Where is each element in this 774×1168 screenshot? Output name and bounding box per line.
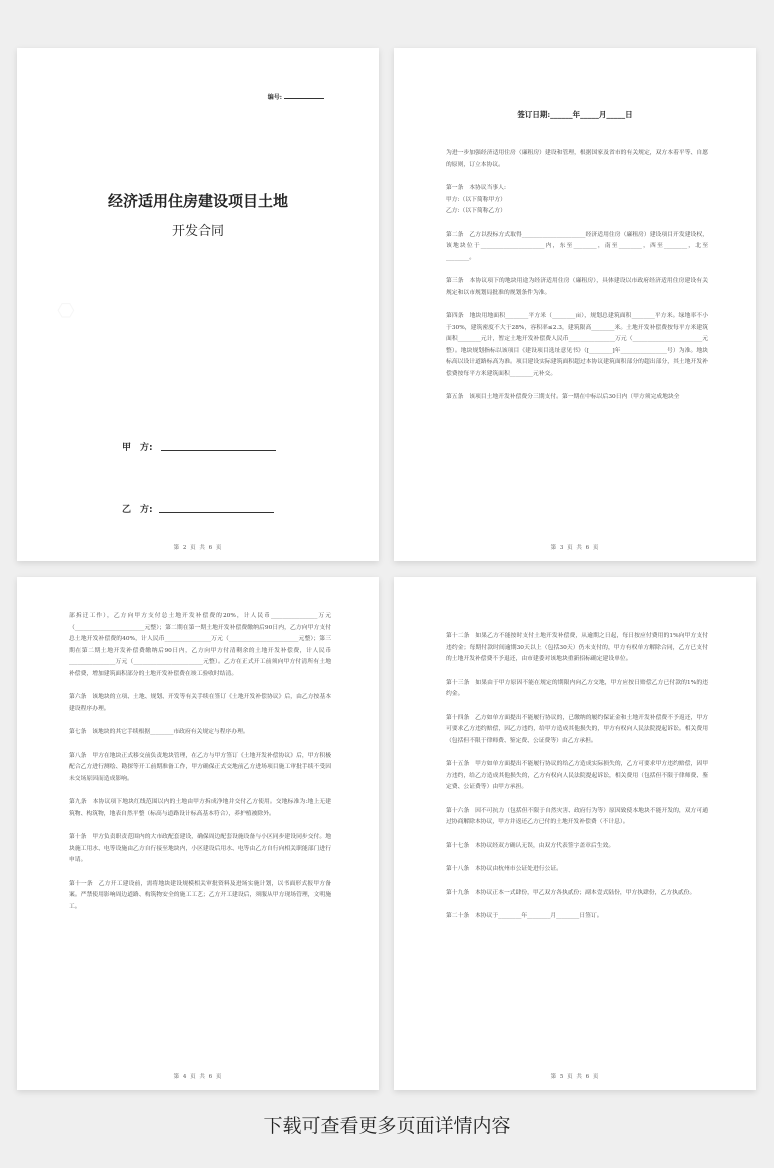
paragraph: 第十八条 本协议由杭州市公证处进行公证。 (446, 866, 562, 872)
paragraph: 第六条 该地块的立项、土地、规划、开发等有关手续在签订《土地开发补偿协议》后，由乙方按基本建设程序办理。 (69, 694, 331, 712)
paragraph: 第二条 乙方以投标方式取得______________________经济适用住房（廉租房）建设项目开发建设权，该地块位于______________________内，东至________，南至________，西至________，北至________。 (446, 231, 708, 261)
contract-number: 编号: (268, 92, 324, 101)
paragraph: 第十七条 本协议经双方确认无误，由双方代表签字盖章后生效。 (446, 842, 615, 849)
paragraph: 第十二条 如果乙方不能按时支付土地开发补偿费，从逾期之日起，每日按应付费用的1%向甲方支付违约金；每期付款时间逾期30天以上（包括30天）仍未支付的，甲方有权单方解除合同，乙方已支付的土地开发补偿费不予退还，由市建委对该地块重新招标确定建设单位。 (446, 633, 708, 662)
page-content (446, 631, 708, 935)
page-footer: 第 5 页 共 6 页 (550, 1074, 600, 1080)
download-caption: 下载可查看更多页面详情内容 (263, 1115, 511, 1137)
page-footer: 第 2 页 共 6 页 (173, 545, 223, 551)
paragraph: 第十一条 乙方开工建设前，需将地块建设规模相关审批资料及进场实施计划，以书面形式报甲方备案。严禁使用影响周边道路、构筑物安全的施工工艺；乙方开工建设后，须服从甲方现场管理，文明施工。 (69, 880, 331, 910)
paragraph: 第五条 该项目土地开发补偿费分三期支付。第一期在中标以后30日内（甲方须完成地块全 (446, 394, 680, 400)
party-a-line: 甲 方: (122, 440, 276, 453)
watermark (52, 295, 79, 325)
document-page-4 (17, 577, 379, 1090)
paragraph: 第三条 本协议项下的地块用途为经济适用住房（廉租房），具体建设以市政府经济适用住房建设有关规定和以市规划局批准的规划条件为准。 (446, 278, 708, 296)
page-content (446, 148, 708, 416)
party-b-line: 乙 方: (122, 502, 274, 515)
contract-subtitle: 开发合同 (171, 224, 224, 239)
document-page-3 (394, 48, 756, 561)
contract-title: 经济适用住房建设项目土地 (107, 192, 288, 210)
paragraph: 第十九条 本协议正本一式肆份，甲乙双方各执贰份；副本壹式陆份，甲方执肆份，乙方执贰份。 (446, 889, 696, 896)
page-footer: 第 4 页 共 6 页 (173, 1074, 223, 1080)
page-content (69, 611, 331, 925)
paragraph: 第十六条 因不可抗力（包括但不限于自然灾害、政府行为等）原因致使本地块不能开发的，双方可通过协商解除本协议，甲方并返还乙方已付的土地开发补偿费（不计息）。 (446, 807, 708, 825)
paragraph: 第十条 甲方负责职责范围内的大市政配套建设，确保周边配套设施设备与小区同步建设同步交付。地块施工用水、电等设施由乙方自行接至地块内，小区建设后用水、电等由乙方自行向相关职能部门进行申请。 (69, 834, 331, 863)
paragraph: 第四条 地块用地面积________平方米（________亩），规划总建筑面积________平方米。绿地率不小于30%，建筑密度不大于28%，容积率≤2.3，建筑限高________米。土地开发补偿费按每平方米建筑面积________元计，暂定土地开发补偿费人民币________________万元（________________________元整）。地块规划指标以该项目《建设项目选址意见书》（[________]年________________号）为准。地块标高以设计道路标高为准。项目建设实际建筑面积超过本协议建筑面积部分的超出部分，其土地开发补偿费按每平方米建筑面积________元补交。 (446, 313, 708, 377)
paragraph: 第十三条 如果由于甲方原因不能在规定的期限内向乙方交地，甲方应按日赔偿乙方已付款的1%的违约金。 (446, 679, 708, 697)
document-page-2 (17, 48, 379, 561)
paragraph: 第二十条 本协议于________年________月________日签订。 (446, 913, 603, 919)
paragraph: 部拆迁工作），乙方向甲方支付总土地开发补偿费的20%，计人民币________________万元（________________________元整）；第二期在第一期土地开发补偿费缴纳后90日内，乙方向甲方支付总土地开发补偿费的40%，计人民币________________万元（________________________元整）；第三期在第二期土地开发补偿费缴纳后90日内，乙方向甲方付清剩余的土地开发补偿费，计人民币________________万元（________________________元整）。乙方在正式开工前须向甲方付清所有土地补偿费，增加建筑面积部分的土地开发补偿费在竣工验收时结清。 (69, 613, 331, 677)
paragraph: 第八条 甲方在地块正式移交前负责地块管理，在乙方与甲方签订《土地开发补偿协议》后，甲方积极配合乙方进行测绘、勘探等开工前期准备工作，甲方确保正式交地前乙方进场项目施工审批手续不受因未交场原因而造成影响。 (69, 752, 331, 782)
paragraph: 为进一步加强经济适用住房（廉租房）建设和管理，根据国家及省市的有关规定，双方本着平等、自愿的原则，订立本协议。 (446, 150, 708, 168)
sign-date: 签订日期:______年_____月_____日 (517, 110, 633, 119)
number-blank (284, 98, 324, 99)
paragraph: 第九条 本协议项下地块红线范围以内的土地由甲方拆成净地并交付乙方使用。交地标准为:地上无建筑物、构筑物，地表自然平整（标高与道路设计标高基本符合），养护植被除外。 (69, 799, 331, 817)
paragraph: 第十五条 甲方如单方面提出不能履行协议的给乙方造成实际损失的，乙方可要求甲方违约赔偿，因甲方违约，给乙方造成其他损失的，乙方有权向人民法院提起诉讼，相关费用（包括但不限于律师费、鉴定费、公证费等）由甲方承担。 (446, 761, 708, 790)
page-footer: 第 3 页 共 6 页 (550, 545, 600, 551)
document-page-5 (394, 577, 756, 1090)
paragraph: 第十四条 乙方如单方面提出不能履行协议的，已缴纳的履约保证金和土地开发补偿费不予返还，甲方可要求乙方违约赔偿，因乙方违约，给甲方造成其他损失的，甲方有权向人民法院提起诉讼。相关费用（包括但不限于律师费、鉴定费、公证费等）由乙方承担。 (446, 714, 708, 744)
paragraph: 第七条 该地块的其它手续根据________市政府有关规定与程序办理。 (69, 729, 249, 735)
paragraph: 第一条 本协议当事人: 甲方:（以下简称甲方） 乙方:（以下简称乙方） (446, 185, 506, 214)
